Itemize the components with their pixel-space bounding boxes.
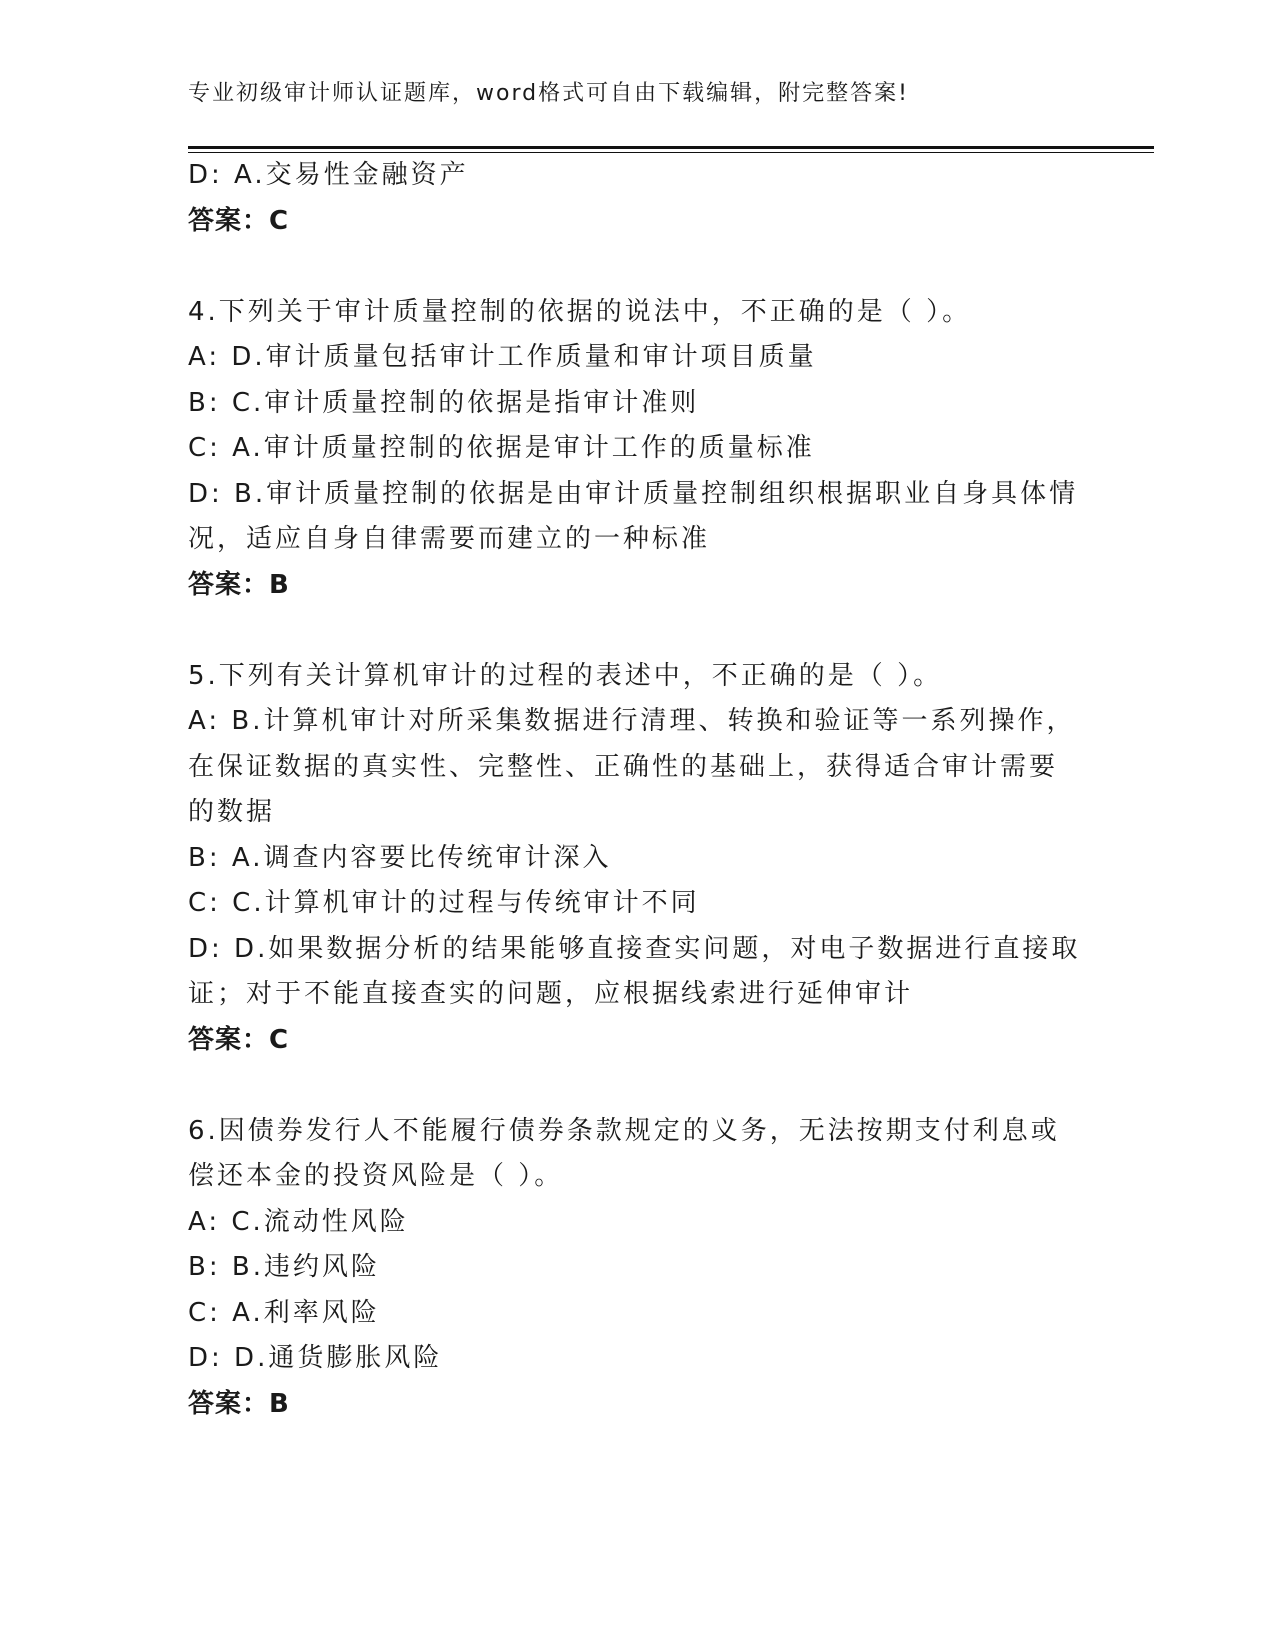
option-line: 证；对于不能直接查实的问题，应根据线索进行延伸审计 — [188, 979, 914, 1009]
header-divider — [188, 146, 1154, 153]
question-6 — [188, 1109, 1088, 1428]
question-3-tail — [188, 153, 1088, 244]
question-list — [188, 153, 1088, 1427]
question-stem: 5.下列有关计算机审计的过程的表述中，不正确的是（ ）。 — [188, 660, 943, 691]
question-stem: 6.因债券发行人不能履行债券条款规定的义务，无法按期支付利息或 — [188, 1115, 1060, 1146]
question-5 — [188, 654, 1088, 1064]
question-stem: 偿还本金的投资风险是（ ）。 — [188, 1161, 564, 1191]
option-line: D: A.交易性金融资产 — [188, 160, 469, 190]
option-line: D: B.审计质量控制的依据是由审计质量控制组织根据职业自身具体情 — [188, 478, 1079, 509]
option-line: A: B.计算机审计对所采集数据进行清理、转换和验证等一系列操作， — [188, 706, 1076, 736]
option-line: B: B.违约风险 — [188, 1252, 380, 1282]
option-line: C: A.审计质量控制的依据是审计工作的质量标准 — [188, 433, 815, 463]
question-stem: 4.下列关于审计质量控制的依据的说法中，不正确的是（ ）。 — [188, 296, 972, 327]
spacer — [188, 244, 1088, 290]
page-header: 专业初级审计师认证题库，word格式可自由下载编辑，附完整答案! — [188, 81, 909, 106]
option-line: C: A.利率风险 — [188, 1297, 380, 1328]
option-line: D: D.如果数据分析的结果能够直接查实问题，对电子数据进行直接取 — [188, 933, 1081, 964]
option-line: A: D.审计质量包括审计工作质量和审计项目质量 — [188, 342, 817, 372]
option-line: 的数据 — [188, 797, 276, 827]
option-line: 况，适应自身自律需要而建立的一种标准 — [188, 524, 711, 554]
option-line: A: C.流动性风险 — [188, 1206, 409, 1237]
option-line: C: C.计算机审计的过程与传统审计不同 — [188, 888, 700, 918]
option-line: D: D.通货膨胀风险 — [188, 1343, 443, 1373]
option-line: 在保证数据的真实性、完整性、正确性的基础上，获得适合审计需要 — [188, 751, 1059, 782]
spacer — [188, 1063, 1088, 1109]
option-line: B: A.调查内容要比传统审计深入 — [188, 842, 612, 873]
answer-line: 答案：B — [188, 569, 290, 600]
question-4 — [188, 290, 1088, 609]
answer-line: 答案：C — [188, 1024, 290, 1055]
spacer — [188, 608, 1088, 654]
answer-line: 答案：B — [188, 1388, 290, 1419]
answer-line: 答案：C — [188, 205, 290, 236]
option-line: B: C.审计质量控制的依据是指审计准则 — [188, 387, 700, 418]
